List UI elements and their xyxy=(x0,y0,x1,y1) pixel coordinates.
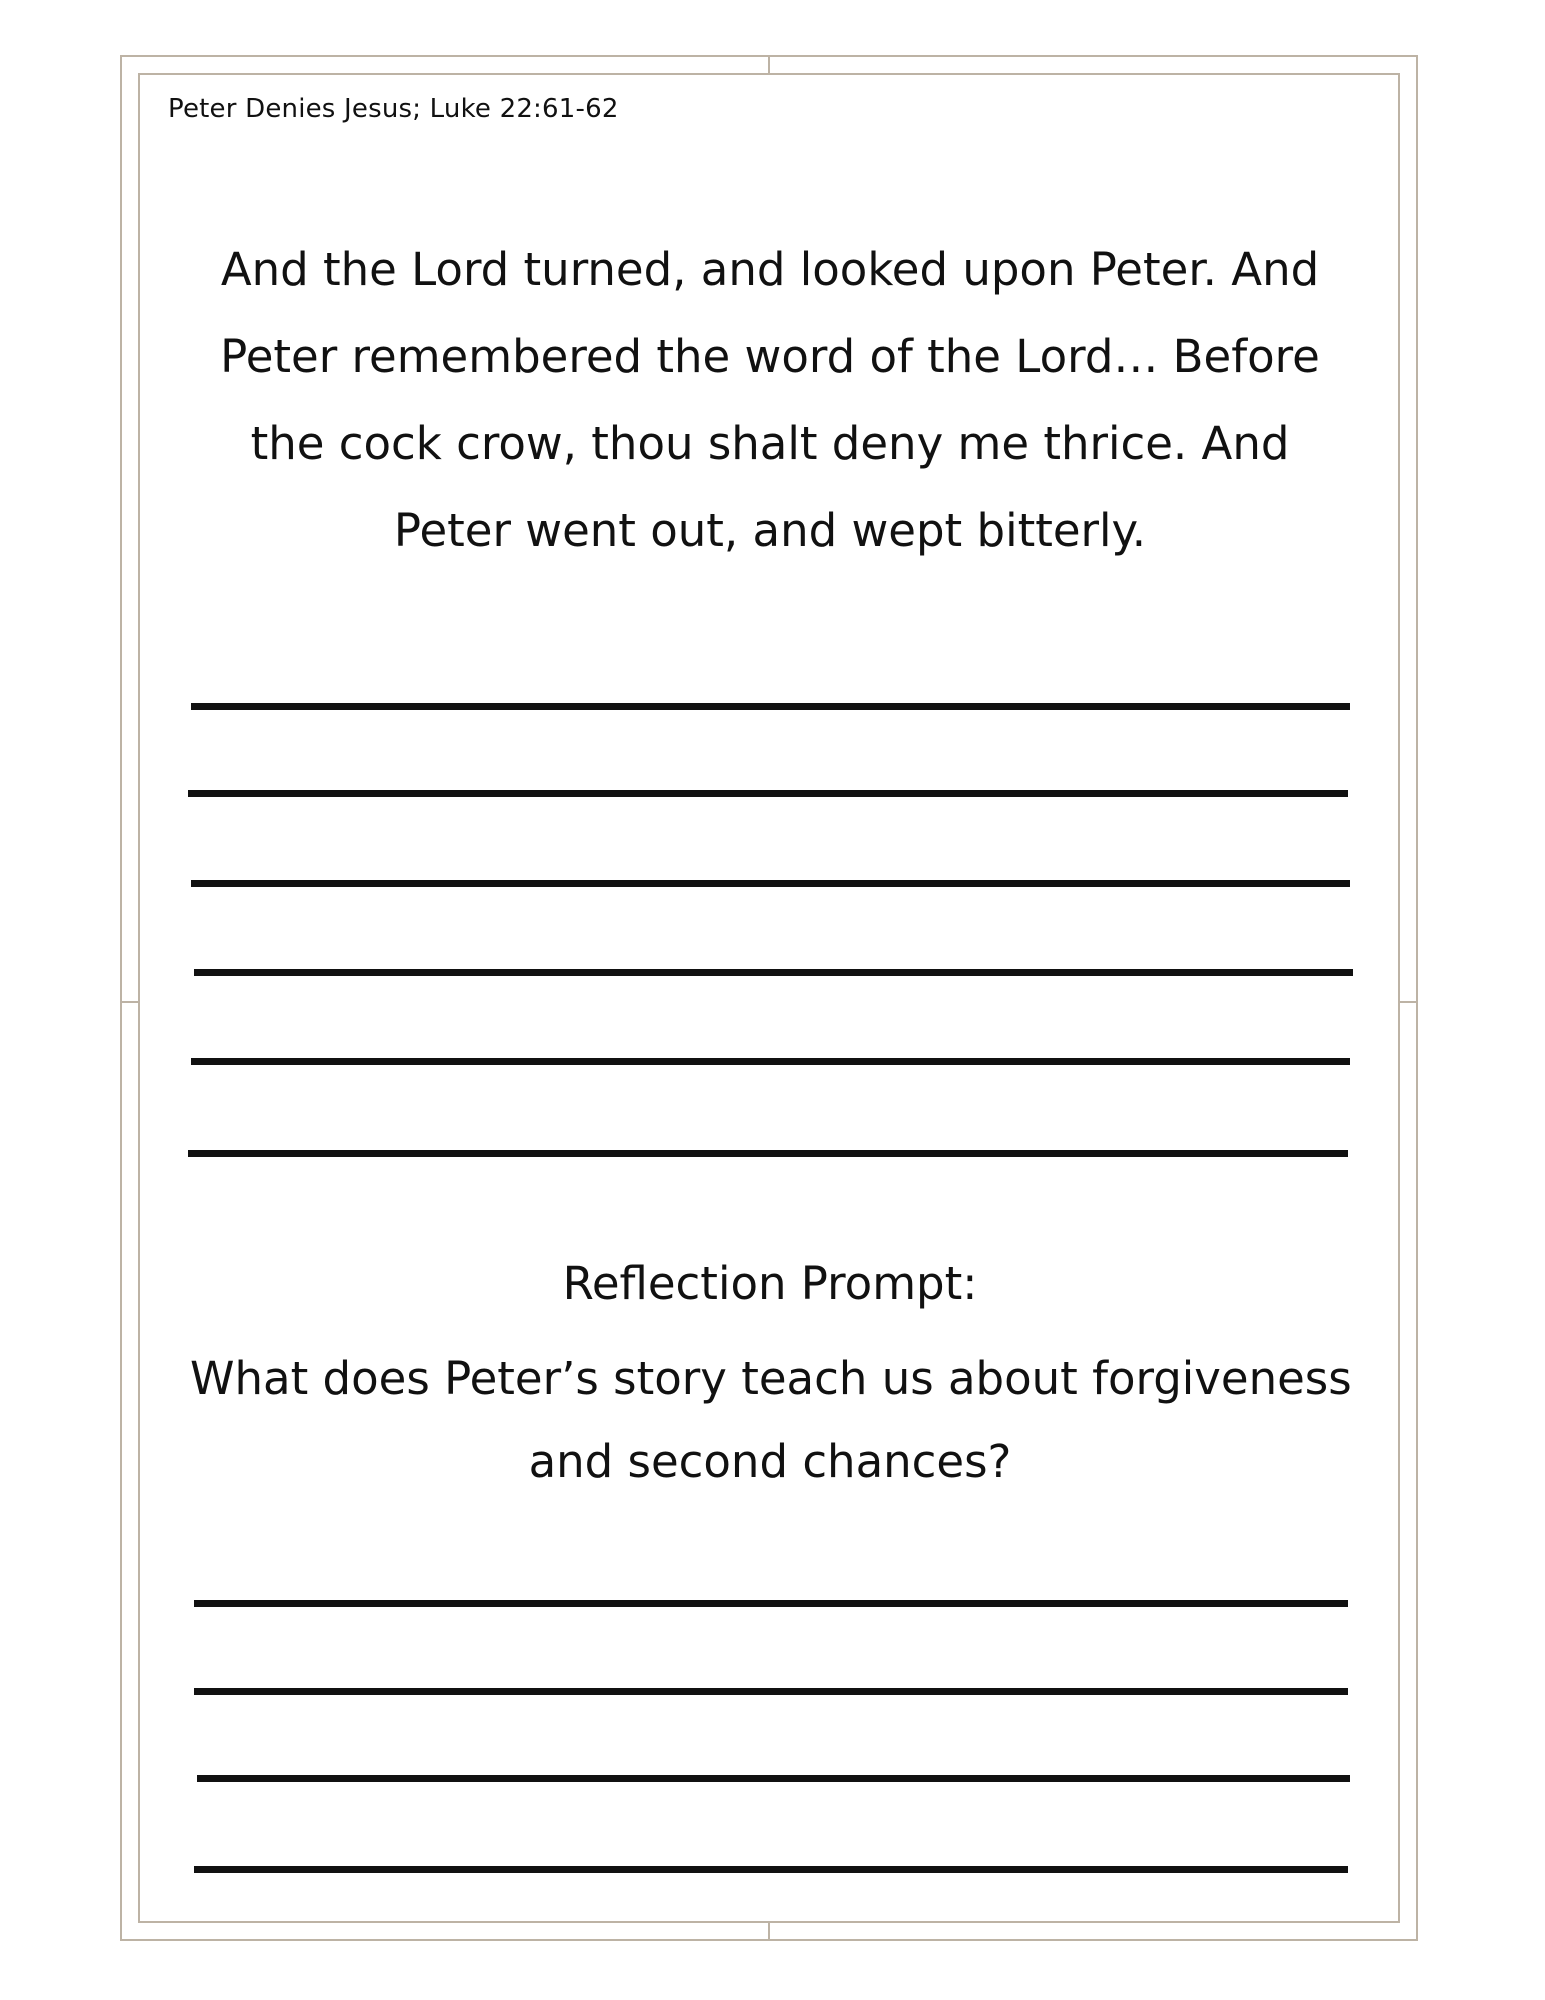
frame-tick-top xyxy=(768,55,770,73)
reflection-question-line: and second chances? xyxy=(528,1435,1012,1488)
verse-line: And the Lord turned, and looked upon Peter. And xyxy=(220,243,1320,296)
copywork-writing-line[interactable] xyxy=(191,1058,1350,1065)
reflection-writing-line[interactable] xyxy=(194,1688,1348,1695)
reflection-prompt-title: Reflection Prompt: xyxy=(562,1257,978,1310)
reflection-writing-line[interactable] xyxy=(194,1866,1348,1873)
reflection-question-line: What does Peter’s story teach us about forgiveness xyxy=(190,1352,1352,1405)
frame-tick-right xyxy=(1400,1001,1418,1003)
reflection-writing-line[interactable] xyxy=(194,1600,1348,1607)
verse-line: the cock crow, thou shalt deny me thrice. And xyxy=(250,417,1290,470)
copywork-writing-line[interactable] xyxy=(188,790,1348,797)
frame-tick-left xyxy=(120,1001,138,1003)
copywork-writing-line[interactable] xyxy=(194,969,1353,976)
verse-line: Peter remembered the word of the Lord… Before xyxy=(220,330,1320,383)
verse-line: Peter went out, and wept bitterly. xyxy=(393,504,1147,557)
copywork-writing-line[interactable] xyxy=(188,1150,1348,1157)
copywork-writing-line[interactable] xyxy=(191,880,1350,887)
scripture-reference: Peter Denies Jesus; Luke 22:61-62 xyxy=(168,94,619,124)
verse-text xyxy=(190,226,1350,574)
copywork-writing-line[interactable] xyxy=(191,703,1350,710)
reflection-prompt-question xyxy=(190,1337,1350,1503)
reflection-writing-line[interactable] xyxy=(197,1775,1350,1782)
frame-tick-bottom xyxy=(768,1923,770,1941)
